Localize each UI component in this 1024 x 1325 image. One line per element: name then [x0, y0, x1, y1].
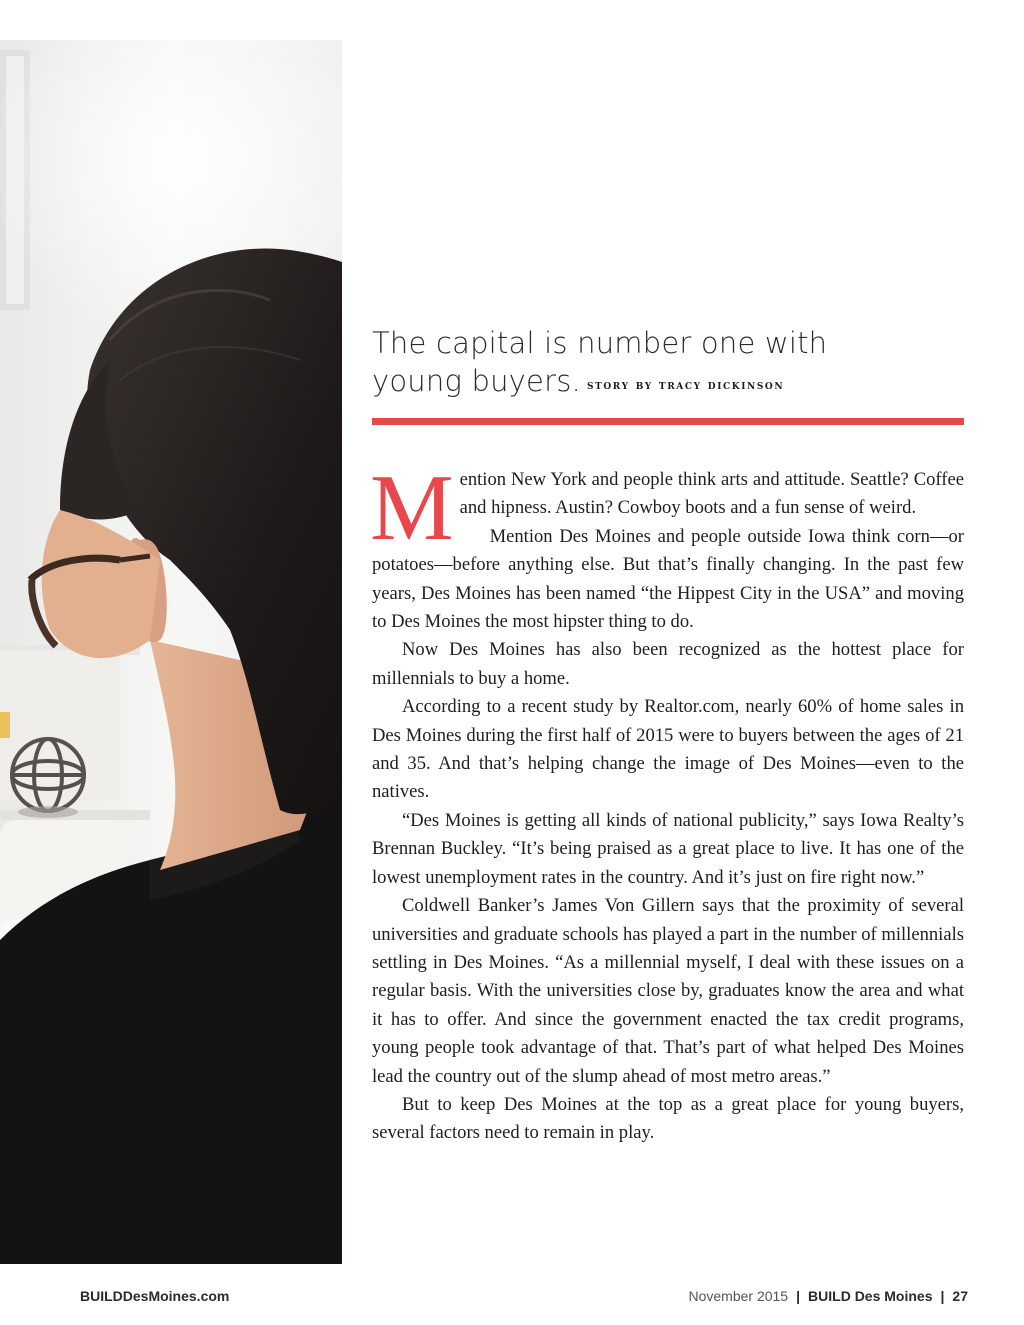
article-paragraph: Mention Des Moines and people outside Iowa think corn—or potatoes—before anything else. But that’s finally changing. In the past few years, Des Moines has been named “the Hippest City in the USA” and moving to Des Moines the most hipster thing to do.	[372, 525, 964, 633]
headline	[372, 324, 972, 405]
article-paragraph: “Des Moines is getting all kinds of national publicity,” says Iowa Realty’s Brennan Buckley. “It’s being praised as a great place to live. It has one of the lowest unemployment rates in the country. And it’s just on fire right now.”	[372, 809, 964, 888]
issue-date: November 2015	[688, 1288, 789, 1304]
article-paragraph: But to keep Des Moines at the top as a great place for young buyers, several factors need to remain in play.	[372, 1093, 964, 1144]
drop-cap: M	[370, 456, 454, 560]
headline-line-2-wrap	[372, 362, 972, 405]
magazine-name: BUILD Des Moines	[808, 1288, 933, 1304]
article-paragraph: Now Des Moines has also been recognized as the hottest place for millennials to buy a home.	[372, 639, 964, 689]
folio	[688, 1288, 968, 1304]
article-paragraph: According to a recent study by Realtor.com, nearly 60% of home sales in Des Moines during the first half of 2015 were to buyers between the ages of 21 and 35. And that’s helping change the image of Des Moines—even to the natives.	[372, 696, 964, 803]
headline-line-1: The capital is number one with	[372, 326, 828, 360]
article-photo	[0, 40, 342, 1264]
headline-line-2: young buyers.	[372, 364, 581, 398]
folio-separator: |	[796, 1288, 801, 1304]
article-paragraph: Coldwell Banker’s James Von Gillern says that the proximity of several universities and graduate schools has played a part in the number of millennials settling in Des Moines. “As a millennial myself, I deal with these issues on a regular basis. With the universities close by, graduates know the area and what it has to offer. And since the government enacted the tax credit programs, young people took advantage of that. That’s part of what helped Des Moines lead the country out of the slump ahead of most metro areas.”	[372, 895, 964, 1087]
page-number: 27	[952, 1288, 968, 1304]
paragraph-text: ention New York and people think arts and attitude. Seattle? Coffee and hipness. Austin? Cowboy boots and a fun sense of weird.	[459, 469, 964, 519]
article-paragraph	[370, 456, 964, 560]
byline: story by tracy dickinson	[586, 378, 785, 393]
footer-website: BUILDDesMoines.com	[80, 1288, 230, 1304]
headline-rule	[372, 418, 964, 425]
article-body	[370, 456, 964, 1148]
folio-separator: |	[940, 1288, 945, 1304]
